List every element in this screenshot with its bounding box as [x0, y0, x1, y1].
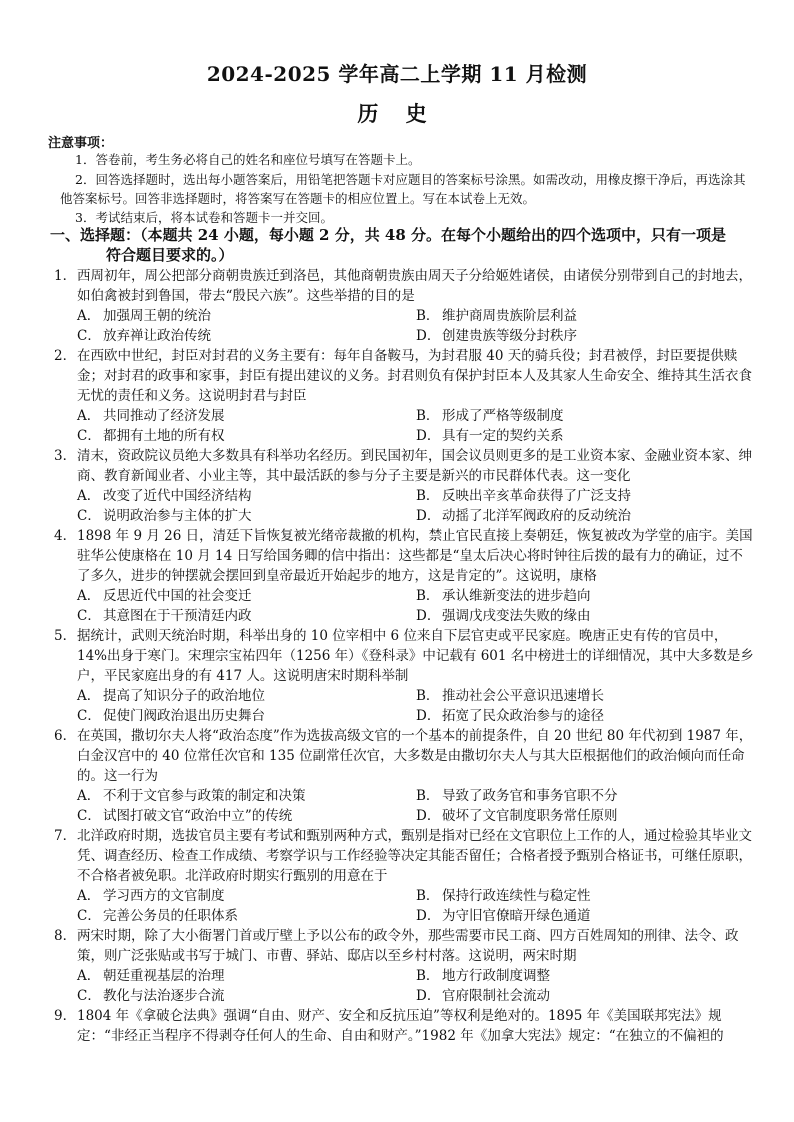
- option-text: 破坏了文官制度职务常任原则: [442, 808, 618, 824]
- question-number: 6．: [54, 728, 77, 744]
- option-text: 官府限制社会流动: [442, 988, 550, 1004]
- option-letter: D．: [416, 988, 441, 1004]
- answer-option: [416, 426, 755, 446]
- option-letter: A．: [77, 488, 101, 504]
- answer-option: [77, 986, 416, 1006]
- question-item: [0, 1006, 794, 1046]
- option-text: 具有一定的契约关系: [442, 428, 564, 444]
- question-stem: [54, 346, 755, 406]
- answer-option: [77, 306, 416, 326]
- answer-option: [416, 706, 755, 726]
- option-text: 放弃禅让政治传统: [103, 328, 211, 344]
- option-letter: D．: [416, 808, 441, 824]
- question-text: 1804 年《拿破仑法典》强调“自由、财产、安全和反抗压迫”等权利是绝对的。1895 年《美国联邦宪法》规定：“非经正当程序不得剥夺任何人的生命、自由和财产。”1982 年《加拿大宪法》规定：“在独立的不偏袒的: [77, 1008, 724, 1044]
- option-text: 拓宽了民众政治参与的途径: [442, 708, 604, 724]
- option-letter: A．: [77, 408, 101, 424]
- option-row: [77, 986, 755, 1006]
- option-row: [77, 686, 755, 706]
- section-heading: [50, 225, 750, 265]
- question-item: [0, 346, 794, 446]
- answer-option: [77, 906, 416, 926]
- answer-option: [77, 886, 416, 906]
- question-list: [0, 266, 794, 1046]
- question-item: [0, 626, 794, 726]
- option-text: 反映出辛亥革命获得了广泛支持: [442, 488, 631, 504]
- answer-option: [416, 506, 755, 526]
- question-item: [0, 526, 794, 626]
- option-letter: A．: [77, 788, 101, 804]
- answer-option: [416, 786, 755, 806]
- answer-option: [416, 406, 755, 426]
- option-row: [77, 306, 755, 326]
- question-item: [0, 726, 794, 826]
- option-letter: D．: [416, 428, 441, 444]
- option-letter: C．: [77, 328, 101, 344]
- answer-option: [416, 606, 755, 626]
- option-text: 动摇了北洋军阀政府的反动统治: [442, 508, 631, 524]
- option-text: 保持行政连续性与稳定性: [442, 888, 591, 904]
- option-letter: A．: [77, 968, 101, 984]
- option-text: 提高了知识分子的政治地位: [103, 688, 265, 704]
- option-row: [77, 966, 755, 986]
- question-number: 3．: [54, 448, 77, 464]
- question-number: 8．: [54, 928, 77, 944]
- answer-option: [416, 486, 755, 506]
- option-row: [77, 886, 755, 906]
- answer-option: [77, 786, 416, 806]
- option-letter: B．: [416, 308, 440, 324]
- option-text: 强调戊戌变法失败的缘由: [442, 608, 591, 624]
- option-letter: A．: [77, 688, 101, 704]
- option-letter: D．: [416, 908, 441, 924]
- option-text: 不利于文官参与政策的制定和决策: [103, 788, 306, 804]
- question-stem: [54, 1006, 755, 1046]
- exam-title: 2024-2025 学年高二上学期 11 月检测: [206, 62, 588, 86]
- section-heading-line1: 一、选择题：（本题共 24 小题，每小题 2 分，共 48 分。在每个小题给出的四个选项中，只有一项是: [50, 226, 727, 244]
- option-letter: D．: [416, 708, 441, 724]
- question-stem: [54, 446, 755, 486]
- section-heading-line2: 符合题目要求的。）: [106, 246, 234, 264]
- option-letter: C．: [77, 708, 101, 724]
- option-text: 形成了严格等级制度: [442, 408, 564, 424]
- answer-option: [416, 326, 755, 346]
- question-text: 据统计，武则天统治时期，科举出身的 10 位宰相中 6 位来自下层官吏或平民家庭。晚唐正史有传的官员中，14%出身于寒门。宋理宗宝祐四年（1256 年）《登科录》中记载有 601 名中榜进士的详细情况，其中大多数是乡户，平民家庭出身的有 417 人。这说明唐宋时期科举制: [77, 628, 754, 684]
- answer-option: [416, 886, 755, 906]
- option-letter: B．: [416, 588, 440, 604]
- option-text: 学习西方的文官制度: [103, 888, 225, 904]
- option-letter: C．: [77, 508, 101, 524]
- option-row: [77, 506, 755, 526]
- option-text: 其意图在于干预清廷内政: [103, 608, 252, 624]
- option-letter: D．: [416, 328, 441, 344]
- option-letter: B．: [416, 968, 440, 984]
- option-letter: B．: [416, 488, 440, 504]
- option-text: 促使门阀政治退出历史舞台: [103, 708, 265, 724]
- option-letter: B．: [416, 688, 440, 704]
- question-stem: [54, 626, 755, 686]
- answer-option: [77, 406, 416, 426]
- question-text: 清末，资政院议员绝大多数具有科举功名经历。到民国初年，国会议员则更多的是工业资本家、金融业资本家、绅商、教育新闻业者、小业主等，其中最活跃的参与分子主要是新兴的市民群体代表。这一变化: [77, 448, 752, 484]
- question-number: 2．: [54, 348, 77, 364]
- option-letter: A．: [77, 588, 101, 604]
- answer-option: [77, 966, 416, 986]
- answer-option: [77, 586, 416, 606]
- option-row: [77, 906, 755, 926]
- option-row: [77, 326, 755, 346]
- option-letter: C．: [77, 428, 101, 444]
- option-text: 承认维新变法的进步趋向: [442, 588, 591, 604]
- option-text: 推动社会公平意识迅速增长: [442, 688, 604, 704]
- option-letter: D．: [416, 608, 441, 624]
- subject-title: 历 史: [357, 101, 437, 126]
- question-number: 7．: [54, 828, 77, 844]
- option-row: [77, 586, 755, 606]
- question-text: 在英国，撒切尔夫人将“政治态度”作为选拔高级文官的一个基本的前提条件，自 20 世纪 80 年代初到 1987 年，白金汉宫中的 40 位常任次官和 135 位副常任次官，大多数是由撒切尔夫人与其大臣根据他们的政治倾向而任命的。这一行为: [77, 728, 753, 784]
- option-text: 共同推动了经济发展: [103, 408, 225, 424]
- option-text: 都拥有土地的所有权: [103, 428, 225, 444]
- option-text: 地方行政制度调整: [442, 968, 550, 984]
- option-row: [77, 486, 755, 506]
- question-number: 1．: [54, 268, 77, 284]
- question-stem: [54, 526, 755, 586]
- option-row: [77, 806, 755, 826]
- question-item: [0, 926, 794, 1006]
- question-item: [0, 826, 794, 926]
- answer-option: [77, 686, 416, 706]
- answer-option: [416, 986, 755, 1006]
- question-stem: [54, 826, 755, 886]
- question-text: 在西欧中世纪，封臣对封君的义务主要有：每年自备鞍马，为封君服 40 天的骑兵役；封君被俘，封臣要提供赎金；对封君的政事和家事，封臣有提出建议的义务。封君则负有保护封臣本人及其家人生命安全、维持其生活衣食无忧的责任和义务。这说明封君与封臣: [77, 348, 752, 404]
- option-text: 完善公务员的任职体系: [103, 908, 238, 924]
- option-letter: A．: [77, 888, 101, 904]
- answer-option: [77, 506, 416, 526]
- option-text: 朝廷重视基层的治理: [103, 968, 225, 984]
- question-number: 4．: [54, 528, 77, 544]
- option-letter: B．: [416, 888, 440, 904]
- option-row: [77, 606, 755, 626]
- question-text: 北洋政府时期，选拔官员主要有考试和甄别两种方式，甄别是指对已经在文官职位上工作的人，通过检验其毕业文凭、调查经历、检查工作成绩、考察学识与工作经验等决定其能否留任；合格者授予甄别合格证书，可继任原职，不合格者被免职。北洋政府时期实行甄别的用意在于: [77, 828, 752, 884]
- option-row: [77, 706, 755, 726]
- answer-option: [416, 966, 755, 986]
- option-letter: C．: [77, 988, 101, 1004]
- answer-option: [77, 706, 416, 726]
- option-letter: C．: [77, 908, 101, 924]
- option-text: 加强周王朝的统治: [103, 308, 211, 324]
- answer-option: [77, 426, 416, 446]
- question-item: [0, 266, 794, 346]
- note-item-1: 1．答卷前，考生务必将自己的姓名和座位号填写在答题卡上。: [75, 152, 421, 167]
- answer-option: [416, 586, 755, 606]
- answer-option: [77, 606, 416, 626]
- option-row: [77, 406, 755, 426]
- question-text: 1898 年 9 月 26 日，清廷下旨恢复被光绪帝裁撤的机构，禁止官民直接上奏朝廷，恢复被改为学堂的庙宇。美国驻华公使康格在 10 月 14 日写给国务卿的信中指出：这些都是“皇太后决心将时钟往后拨的最有力的确证，过不了多久，进步的钟摆就会摆回到皇帝最近开始起步的地方，这是肯定的”。这说明，康格: [77, 528, 753, 584]
- answer-option: [416, 686, 755, 706]
- question-item: [0, 446, 794, 526]
- answer-option: [416, 806, 755, 826]
- option-letter: C．: [77, 608, 101, 624]
- question-stem: [54, 266, 755, 306]
- question-number: 5．: [54, 628, 77, 644]
- option-text: 创建贵族等级分封秩序: [442, 328, 577, 344]
- option-text: 试图打破文官“政治中立”的传统: [103, 808, 293, 824]
- question-stem: [54, 726, 755, 786]
- option-text: 改变了近代中国经济结构: [103, 488, 252, 504]
- option-row: [77, 786, 755, 806]
- answer-option: [77, 486, 416, 506]
- option-letter: B．: [416, 788, 440, 804]
- option-text: 为守旧官僚暗开绿色通道: [442, 908, 591, 924]
- answer-option: [416, 906, 755, 926]
- answer-option: [77, 806, 416, 826]
- note-item-2: 2．回答选择题时，选出每小题答案后，用铅笔把答题卡对应题目的答案标号涂黑。如需改动，用橡皮擦干净后，再选涂其他答案标号。回答非选择题时，将答案写在答题卡的相应位置上。写在本试卷上无效。: [60, 172, 746, 206]
- option-letter: B．: [416, 408, 440, 424]
- question-text: 西周初年，周公把部分商朝贵族迁到洛邑，其他商朝贵族由周天子分给姬姓诸侯，由诸侯分别带到自己的封地去，如伯禽被封到鲁国，带去“殷民六族”。这些举措的目的是: [77, 268, 752, 304]
- option-text: 说明政治参与主体的扩大: [103, 508, 252, 524]
- option-text: 教化与法治逐步合流: [103, 988, 225, 1004]
- notes-heading: 注意事项：: [48, 136, 114, 151]
- question-stem: [54, 926, 755, 966]
- note-item-3: 3．考试结束后，将本试卷和答题卡一并交回。: [75, 210, 333, 225]
- option-text: 反思近代中国的社会变迁: [103, 588, 252, 604]
- question-number: 9．: [54, 1008, 77, 1024]
- option-letter: A．: [77, 308, 101, 324]
- option-text: 导致了政务官和事务官职不分: [442, 788, 618, 804]
- option-letter: C．: [77, 808, 101, 824]
- answer-option: [77, 326, 416, 346]
- option-row: [77, 426, 755, 446]
- option-text: 维护商周贵族阶层利益: [442, 308, 577, 324]
- option-letter: D．: [416, 508, 441, 524]
- question-text: 两宋时期，除了大小衙署门首或厅壁上予以公布的政令外，那些需要市民工商、四方百姓周知的刑律、法令、政策，则广泛张贴或书写于城门、市曹、驿站、邸店以至乡村村落。这说明，两宋时期: [77, 928, 739, 964]
- answer-option: [416, 306, 755, 326]
